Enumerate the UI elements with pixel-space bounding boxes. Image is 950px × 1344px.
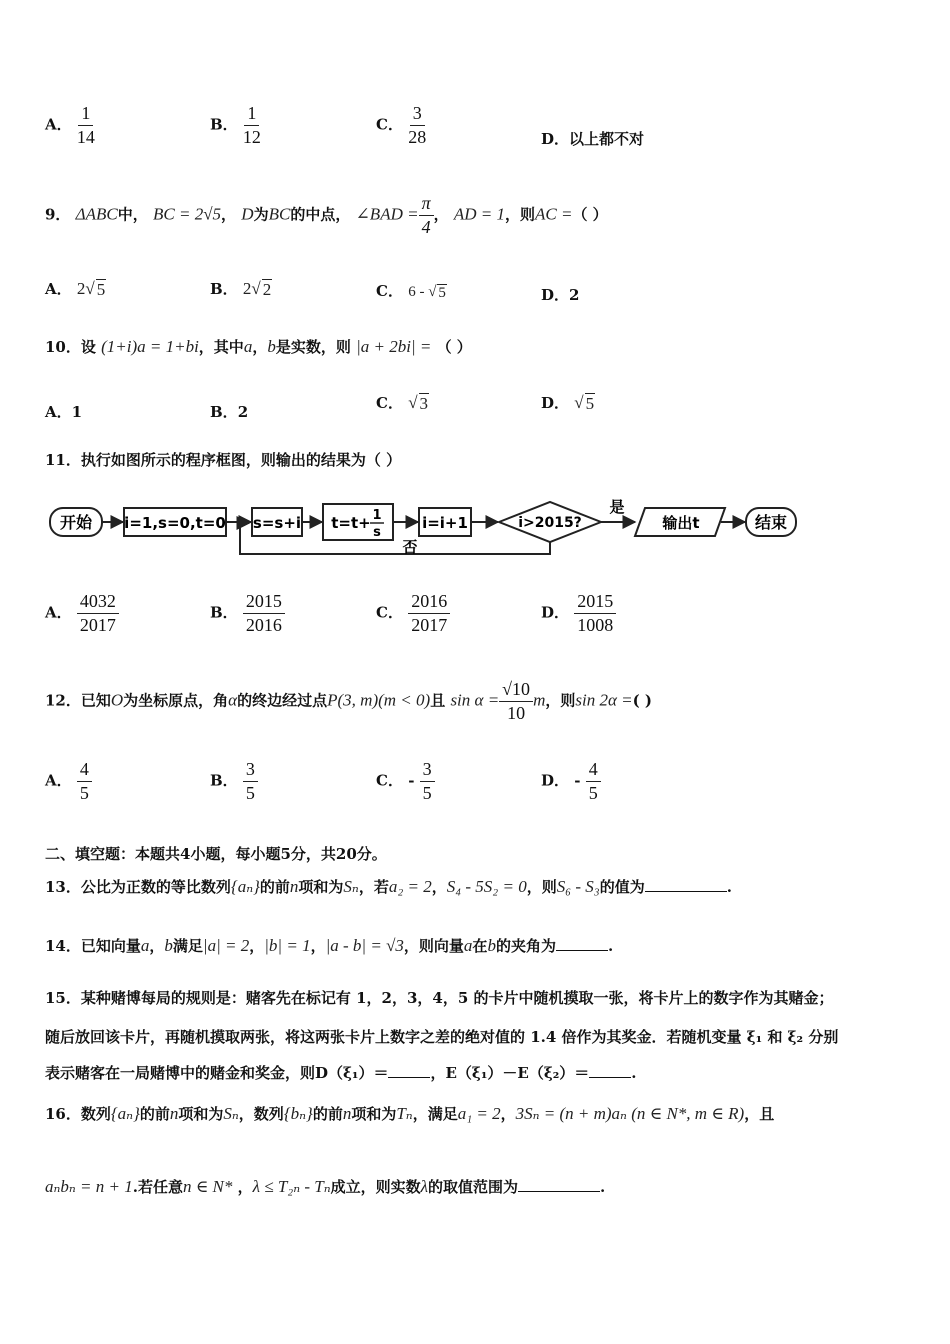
question-16-line-1: 16．数列{aₙ}的前n项和为Sₙ，数列{bₙ}的前n项和为Tₙ，满足a₁ = 2，3Sₙ = (n + m)aₙ (n ∈ N*, m ∈ R)，且: [45, 1104, 775, 1123]
q8-option-d: [541, 128, 644, 149]
variance-expression: D（ξ₁）＝: [315, 1064, 389, 1082]
option-letter: B．: [210, 280, 238, 298]
flow-t-update: [323, 504, 393, 540]
option-letter: D．: [541, 394, 570, 412]
q8-option-c: [376, 104, 426, 147]
q10-option-a: [45, 401, 82, 422]
condition-ad: AD = 1: [453, 204, 505, 224]
flow-no-label: 否: [402, 538, 418, 556]
question-number: 14．已知向量: [45, 937, 141, 955]
option-letter: D．: [541, 130, 570, 148]
q12-option-b: [210, 760, 258, 803]
var-b: b: [267, 337, 276, 356]
question-9: 9． ΔABC中， BC = 2√5， D为BC的中点， ∠BAD = $\frac{\pi}{4}$ ， AD = 1，则AC =（ ）: [45, 193, 608, 237]
q9-option-c: [376, 280, 447, 302]
option-letter: B．: [210, 603, 238, 622]
option-letter: B．: [210, 115, 238, 134]
question-10: 10．设 (1+i)a = 1+bi，其中a，b是实数，则 |a + 2bi| = （ ）: [45, 337, 472, 356]
section-title: 二、填空题：本题共4小题，每小题5分，共20分。: [45, 845, 387, 863]
q12-option-d: D． - $\frac{4}{5}$: [541, 760, 601, 803]
option-letter: B．: [210, 771, 238, 790]
sqrt: √ 5: [574, 393, 595, 413]
flow-end: [746, 508, 796, 536]
flow-decision: [499, 502, 601, 542]
condition-sn: 3Sₙ = (n + m)aₙ (n ∈ N*, m ∈ R): [515, 1104, 745, 1123]
question-14: 14．已知向量a，b满足|a| = 2，|b| = 1，|a - b| = √3，则向量a在b的夹角为 .: [45, 936, 614, 955]
answer-paren: （ ）: [436, 338, 472, 356]
question-16-line-2: aₙbₙ = n + 1.若任意n ∈ N* ，λ ≤ T₂ₙ - Tₙ成立，则实数λ的取值范围为 .: [45, 1177, 606, 1196]
ask-sin2alpha: sin 2α =: [575, 690, 633, 710]
var-a: a: [243, 337, 253, 356]
condition-a: |a| = 2: [202, 936, 250, 955]
option-value: 2: [569, 286, 580, 304]
question-13: 13．公比为正数的等比数列{aₙ}的前n项和为Sₙ，若a₂ = 2，S₄ - 5S₂ = 0，则S₆ - S₃的值为 .: [45, 877, 732, 896]
sqrt: √ 3: [408, 393, 429, 413]
option-value: [408, 393, 429, 412]
flow-i-update: [419, 508, 471, 536]
fraction: $\frac{3}{5}$: [243, 760, 258, 803]
answer-paren: （ ）: [572, 205, 608, 224]
q10-option-c: [376, 392, 429, 414]
option-letter: A．: [45, 280, 72, 298]
option-value: 1: [71, 403, 83, 421]
q9-option-d: [541, 284, 579, 305]
condition-lambda: λ ≤ T₂ₙ - Tₙ: [252, 1177, 331, 1196]
question-number: 16．数列: [45, 1105, 111, 1123]
question-12: 12．已知O为坐标原点，角α的终边经过点P(3, m)(m < 0)且 sin α = $\frac{√10}{10}$ m，则sin 2α =( ): [45, 679, 653, 723]
svg-text:t=t+: t=t+: [331, 514, 371, 532]
q10-option-d: [541, 392, 595, 414]
option-value: 2: [237, 403, 249, 421]
point-p: P(3, m)(m < 0): [327, 690, 431, 710]
q9-option-a: [45, 278, 106, 300]
condition-a2: a₂ = 2: [388, 877, 432, 896]
option-letter: C．: [376, 771, 403, 790]
answer-blank[interactable]: [518, 1191, 600, 1192]
question-number: 13．公比为正数的等比数列: [45, 878, 231, 896]
q10-option-b: [210, 401, 248, 422]
q11-option-b: [210, 592, 285, 635]
flow-yes-label: 是: [609, 498, 625, 516]
q8-option-a: [45, 104, 95, 147]
svg-text:输出t: 输出t: [662, 514, 700, 532]
condition-b: |b| = 1: [264, 936, 311, 955]
equation: (1+i)a = 1+bi: [101, 337, 199, 356]
sequence-a: {aₙ}: [230, 877, 260, 896]
svg-text:i=i+1: i=i+1: [422, 514, 468, 532]
program-flowchart: [45, 490, 805, 562]
question-number: 9．: [45, 205, 71, 224]
expectation-expression: E（ξ₁）－E（ξ₂）＝: [445, 1064, 590, 1082]
origin-o: O: [110, 690, 124, 710]
sequence-b: {bₙ}: [283, 1104, 313, 1123]
svg-text:i=1,s=0,t=0: i=1,s=0,t=0: [124, 514, 226, 532]
option-letter: D．: [541, 771, 570, 790]
option-value: 2√ 5: [76, 279, 106, 299]
svg-text:s: s: [373, 525, 381, 540]
option-value: 2√ 2: [242, 279, 272, 299]
flow-init: [124, 508, 226, 536]
angle-bad: ∠BAD =: [355, 204, 419, 224]
sequence-a: {aₙ}: [110, 1104, 140, 1123]
fraction: $\frac{3}{28}$: [408, 103, 427, 147]
ask-expression: S₆ - S₃: [556, 877, 600, 896]
svg-text:1: 1: [372, 508, 382, 523]
fraction: $\frac{3}{5}$: [420, 760, 435, 803]
ask-ac: AC =: [535, 204, 573, 224]
svg-text:开始: 开始: [59, 513, 93, 532]
sqrt: √ 5: [428, 284, 446, 301]
q11-option-a: [45, 592, 119, 635]
fraction: $\frac{1}{14}$: [76, 103, 95, 147]
q11-option-d: [541, 592, 616, 635]
fraction: $\frac{√10}{10}$: [499, 680, 533, 723]
q8-option-b: [210, 104, 261, 147]
q9-option-b: [210, 278, 272, 300]
option-letter: C．: [376, 394, 403, 412]
svg-text:结束: 结束: [754, 513, 788, 532]
svg-text:i>2015?: i>2015?: [518, 515, 582, 531]
q12-option-a: [45, 760, 92, 803]
option-letter: A．: [45, 771, 72, 790]
question-number: 12．已知: [45, 691, 111, 710]
option-letter: A．: [45, 603, 72, 622]
sqrt: √ 2: [251, 279, 272, 299]
segment-bc: BC: [268, 204, 291, 224]
angle-alpha: α: [228, 690, 238, 710]
triangle-abc: ΔABC: [75, 204, 118, 224]
q11-option-c: [376, 592, 450, 635]
fraction: $\frac{2015}{2016}$: [243, 592, 285, 635]
condition-anbn: aₙbₙ = n + 1: [45, 1177, 133, 1196]
sin-alpha: sin α =: [450, 690, 500, 710]
question-11: 11．执行如图所示的程序框图，则输出的结果为（ ）: [45, 451, 402, 469]
answer-blank-2[interactable]: [589, 1077, 631, 1078]
answer-blank-1[interactable]: [388, 1077, 430, 1078]
option-letter: C．: [376, 603, 403, 622]
condition-a-minus-b: |a - b| = √3: [325, 936, 404, 955]
question-15-line-1: 15．某种赌博每局的规则是：赌客先在标记有 1，2，3，4，5 的卡片中随机摸取一张，将卡片上的数字作为其赌金；: [45, 989, 834, 1007]
flow-start: [50, 508, 102, 536]
answer-blank[interactable]: [556, 950, 608, 951]
option-value: [574, 393, 595, 412]
question-number: 10．设: [45, 338, 96, 356]
option-letter: D．: [541, 286, 570, 304]
question-15-line-2: 随后放回该卡片，再随机摸取两张，将这两张卡片上数字之差的绝对值的 1.4 倍作为其奖金．若随机变量 ξ₁ 和 ξ₂ 分别: [45, 1028, 839, 1046]
option-letter: B．: [210, 403, 238, 421]
option-value: 6 - √ 5: [408, 284, 446, 301]
option-letter: A．: [45, 403, 72, 421]
option-text: 以上都不对: [569, 130, 645, 148]
ask-modulus: |a + 2bi| =: [356, 337, 432, 356]
fraction: $\frac{2016}{2017}$: [408, 592, 450, 635]
sqrt: √ 5: [85, 279, 106, 299]
option-letter: C．: [376, 282, 403, 300]
condition-a1: a₁ = 2: [457, 1104, 501, 1123]
answer-blank[interactable]: [645, 891, 727, 892]
answer-paren: ( ): [632, 691, 653, 710]
question-15-line-3: 表示赌客在一局赌博中的赌金和奖金，则D（ξ₁）＝ ，E（ξ₁）－E（ξ₂）＝ .: [45, 1064, 637, 1082]
fraction: $\frac{4}{5}$: [586, 760, 601, 803]
option-letter: A．: [45, 115, 72, 134]
point-d: D: [241, 204, 254, 224]
condition-bc: BC = 2√5: [153, 204, 222, 224]
option-letter: D．: [541, 603, 570, 622]
svg-text:s=s+i: s=s+i: [252, 514, 302, 532]
flow-s-update: [252, 508, 302, 536]
fraction: $\frac{4}{5}$: [77, 760, 92, 803]
fraction: $\frac{1}{12}$: [242, 103, 261, 147]
fraction: $\frac{4032}{2017}$: [77, 592, 119, 635]
condition-s4: S₄ - 5S₂ = 0: [446, 877, 527, 896]
fraction: $\frac{\pi}{4}$: [419, 194, 434, 237]
option-letter: C．: [376, 115, 403, 134]
flow-output: [635, 508, 725, 536]
fraction: $\frac{2015}{1008}$: [574, 592, 616, 635]
q12-option-c: C． - $\frac{3}{5}$: [376, 760, 435, 803]
